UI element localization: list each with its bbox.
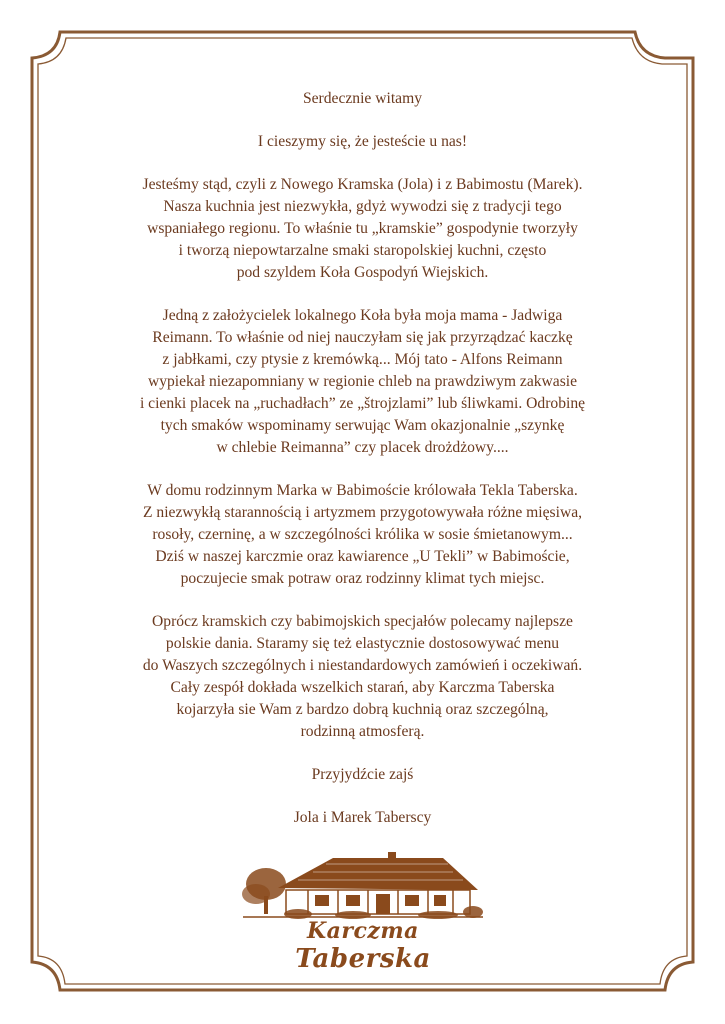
text-line: wypiekał niezapomniany w regionie chleb na prawdziwym zakwasie (147, 373, 578, 390)
text-line: Dziś w naszej karczmie oraz kawiarence „U Tekli” w Babimoście, (155, 548, 570, 565)
text-line: i tworzą niepowtarzalne smaki staropolskiej kuchni, często (178, 242, 547, 259)
signature: Jola i Marek Taberscy (293, 809, 432, 826)
text-line: w chlebie Reimanna” czy placek drożdżowy.... (216, 439, 509, 456)
text-line: rosoły, czerninę, a w szczególności królika w sosie śmietanowym... (152, 526, 573, 543)
text-line: poczujecie smak potraw oraz rodzinny klimat tych miejsc. (180, 570, 545, 587)
text-line: rodzinną atmosferą. (300, 723, 425, 740)
logo-word-karczma: Karczma (307, 918, 419, 944)
text-line: Nasza kuchnia jest niezwykła, gdyż wywodzi się z tradycji tego (163, 198, 562, 215)
welcome-letter (40, 88, 685, 850)
text-line: Z niezwykłą starannością i artyzmem przygotowywała różne mięsiwa, (142, 504, 583, 521)
text-line: wspaniałego regionu. To właśnie tu „kramskie” gospodynie tworzyły (147, 220, 578, 237)
text-line: Cały zespół dokłada wszelkich starań, aby Karczma Taberska (170, 679, 555, 696)
paragraph-origins (40, 174, 685, 284)
text-line: Oprócz kramskich czy babimojskich specjałów polecamy najlepsze (152, 613, 573, 630)
logo-wordmark (238, 918, 488, 974)
text-line: do Waszych szczególnych i niestandardowych zamówień i oczekiwań. (142, 657, 583, 674)
closing-invitation: Przyjydźcie zajś (311, 766, 414, 783)
paragraph-family-recipes (40, 305, 685, 459)
paragraph-tekla (40, 480, 685, 590)
text-line: polskie dania. Staramy się też elastycznie dostosowywać menu (165, 635, 560, 652)
text-line: tych smaków wspominamy serwując Wam okazjonalnie „szynkę (160, 417, 565, 434)
karczma-taberska-logo (238, 850, 488, 974)
text-line: kojarzyła sie Wam z bardzo dobrą kuchnią oraz szczególną, (176, 701, 549, 718)
subgreeting: I cieszymy się, że jesteście u nas! (257, 133, 468, 150)
text-line: Jesteśmy stąd, czyli z Nowego Kramska (Jola) i z Babimostu (Marek). (142, 176, 583, 193)
text-line: z jabłkami, czy ptysie z kremówką... Mój tato - Alfons Reimann (162, 351, 563, 368)
text-line: W domu rodzinnym Marka w Babimoście królowała Tekla Taberska. (147, 482, 578, 499)
text-line: pod szyldem Koła Gospodyń Wiejskich. (236, 264, 489, 281)
logo-word-taberska: Taberska (295, 944, 431, 974)
greeting: Serdecznie witamy (302, 90, 423, 107)
text-line: Reimann. To właśnie od niej nauczyłam się jak przyrządzać kaczkę (152, 329, 573, 346)
text-line: Jedną z założycielek lokalnego Koła była moja mama - Jadwiga (162, 307, 563, 324)
inn-building-illustration (238, 850, 488, 920)
text-line: i cienki placek na „ruchadłach” ze „štrojzlami” lub śliwkami. Odrobinę (139, 395, 586, 412)
paragraph-recommendations (40, 611, 685, 743)
